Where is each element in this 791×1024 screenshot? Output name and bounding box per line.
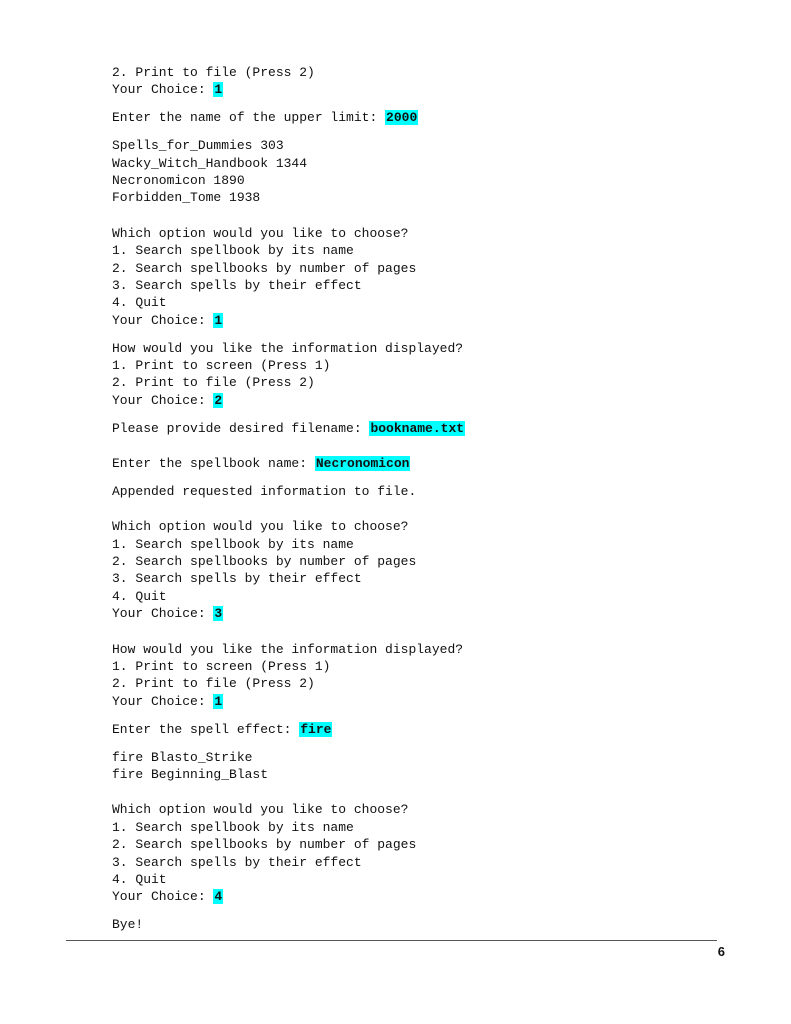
user-input-highlight: 1 [214,693,223,709]
prompt-label: Your Choice: [112,693,214,709]
prompt-label: Please provide desired filename: [112,420,370,436]
console-transcript [112,64,465,934]
user-input-highlight: 4 [214,889,223,905]
menu-option: 1. Search spellbook by its name [112,819,354,835]
prompt-line [112,605,465,622]
user-input-highlight: 3 [214,606,223,622]
menu-option: 4. Quit [112,588,167,604]
output-line: 2. Print to file (Press 2) [112,65,315,80]
prompt-line [112,312,465,329]
prompt-line [112,455,465,472]
menu-heading: Which option would you like to choose? [112,519,409,535]
menu-option: 1. Print to screen (Press 1) [112,357,331,373]
output-line: Appended requested information to file. [112,483,417,499]
user-input-highlight: 1 [214,312,223,328]
output-line: Bye! [112,917,144,933]
menu-option: 3. Search spells by their effect [112,854,362,870]
prompt-label: Your Choice: [112,392,214,408]
page-number: 6 [717,944,725,959]
menu-heading: Which option would you like to choose? [112,225,409,241]
menu-option: 2. Search spellbooks by number of pages [112,260,417,276]
menu-option: 2. Print to file (Press 2) [112,676,315,692]
menu-option: 3. Search spells by their effect [112,277,362,293]
menu-option: 2. Print to file (Press 2) [112,375,315,391]
menu-option: 4. Quit [112,295,167,311]
user-input-highlight: 2000 [386,110,418,126]
prompt-line [112,109,465,126]
menu-option: 3. Search spells by their effect [112,571,362,587]
output-line: Forbidden_Tome 1938 [112,190,261,206]
menu-option: 1. Search spellbook by its name [112,536,354,552]
output-line: fire Blasto_Strike [112,749,253,765]
user-input-highlight: Necronomicon [315,456,410,472]
menu-option: 1. Search spellbook by its name [112,243,354,259]
prompt-label: Enter the spellbook name: [112,456,315,472]
prompt-line [112,392,465,409]
user-input-highlight: fire [300,721,332,737]
menu-heading: How would you like the information displayed? [112,641,464,657]
footer-divider [66,940,717,941]
prompt-label: Your Choice: [112,889,214,905]
output-line: Wacky_Witch_Handbook 1344 [112,155,308,171]
output-line: fire Beginning_Blast [112,767,269,782]
prompt-line [112,693,465,710]
menu-option: 4. Quit [112,871,167,887]
user-input-highlight: 2 [214,392,223,408]
menu-option: 2. Search spellbooks by number of pages [112,837,417,853]
prompt-line [112,420,465,437]
output-line: Spells_for_Dummies 303 [112,138,284,154]
prompt-label: Your Choice: [112,606,214,622]
prompt-label: Your Choice: [112,82,214,98]
menu-option: 2. Search spellbooks by number of pages [112,554,417,570]
menu-heading: Which option would you like to choose? [112,802,409,818]
prompt-label: Your Choice: [112,312,214,328]
menu-heading: How would you like the information displayed? [112,340,464,356]
prompt-line [112,721,465,738]
prompt-label: Enter the name of the upper limit: [112,110,386,126]
user-input-highlight: bookname.txt [370,420,465,436]
prompt-label: Enter the spell effect: [112,721,300,737]
menu-option: 1. Print to screen (Press 1) [112,659,331,675]
prompt-line [112,888,465,905]
output-line: Necronomicon 1890 [112,172,245,188]
prompt-line [112,81,465,98]
user-input-highlight: 1 [214,82,223,98]
